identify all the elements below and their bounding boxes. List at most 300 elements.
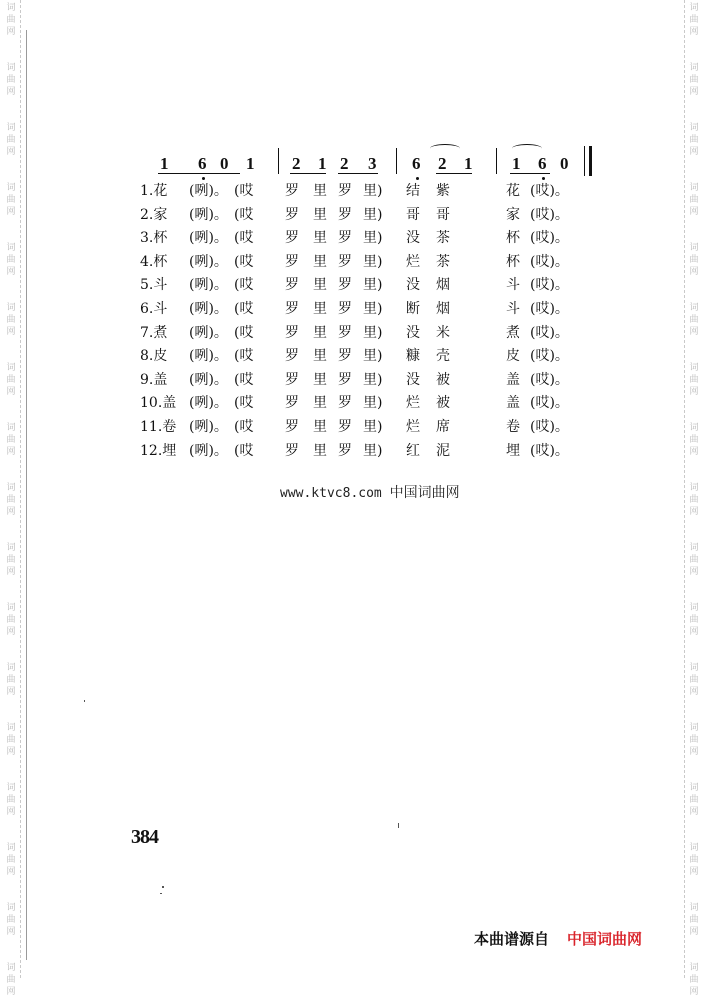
watermark-char: 曲 bbox=[689, 195, 699, 205]
watermark-char: 词 bbox=[689, 483, 699, 493]
syllable: 罗 bbox=[285, 183, 299, 199]
watermark-char: 网 bbox=[6, 207, 16, 217]
watermark-text bbox=[3, 842, 19, 878]
note: 1 bbox=[160, 154, 169, 173]
lyric-word: 斗 bbox=[506, 277, 520, 294]
syllable: 里) bbox=[363, 230, 383, 247]
watermark-text bbox=[686, 482, 702, 518]
watermark-char: 网 bbox=[6, 687, 16, 697]
interjection: (咧)。 bbox=[189, 418, 228, 435]
interjection: (咧)。 bbox=[189, 230, 228, 247]
syllable: 里) bbox=[363, 300, 383, 317]
lyric-word: 哥 bbox=[406, 206, 420, 223]
watermark-char: 词 bbox=[689, 423, 699, 433]
watermark-char: 词 bbox=[6, 183, 16, 193]
watermark-text bbox=[3, 2, 19, 38]
watermark-char: 词 bbox=[689, 543, 699, 553]
interjection: (哎 bbox=[234, 418, 254, 435]
lyric-row bbox=[138, 180, 578, 204]
watermark-char: 网 bbox=[689, 147, 699, 157]
source-label: 本曲谱源自 bbox=[474, 930, 550, 948]
watermark-char: 网 bbox=[689, 927, 699, 937]
right-dashed-divider bbox=[684, 0, 685, 978]
note: 1 bbox=[512, 154, 521, 173]
lyric-word: 烂 bbox=[406, 253, 420, 270]
syllable: 罗 bbox=[338, 418, 352, 435]
line-number: 2.家 bbox=[140, 206, 168, 223]
watermark-char: 网 bbox=[6, 987, 16, 997]
watermark-char: 词 bbox=[689, 363, 699, 373]
watermark-char: 曲 bbox=[689, 495, 699, 505]
watermark-char: 曲 bbox=[689, 675, 699, 685]
barline bbox=[396, 148, 397, 174]
lyric-word: 席 bbox=[436, 418, 450, 435]
watermark-text bbox=[3, 302, 19, 338]
lyric-word: 没 bbox=[406, 230, 420, 247]
interjection: (咧)。 bbox=[189, 371, 228, 388]
lyric-word: 卷 bbox=[506, 418, 520, 435]
syllable: 罗 bbox=[285, 442, 299, 459]
watermark-char: 网 bbox=[6, 27, 16, 37]
watermark-char: 曲 bbox=[6, 255, 16, 265]
page-left-rule bbox=[26, 30, 27, 960]
syllable: 罗 bbox=[285, 277, 299, 294]
syllable: 罗 bbox=[285, 371, 299, 388]
watermark-char: 网 bbox=[689, 807, 699, 817]
syllable: 里) bbox=[363, 395, 383, 412]
syllable: 罗 bbox=[338, 324, 352, 341]
watermark-char: 网 bbox=[689, 27, 699, 37]
watermark-text bbox=[3, 62, 19, 98]
lyric-word: 没 bbox=[406, 324, 420, 341]
interjection: (咧)。 bbox=[189, 277, 228, 294]
syllable: 罗 bbox=[285, 348, 299, 365]
lyric-row bbox=[138, 227, 578, 251]
lyric-word: 烟 bbox=[436, 277, 450, 294]
watermark-char: 曲 bbox=[6, 315, 16, 325]
left-dashed-divider bbox=[20, 0, 21, 978]
lyric-word: 茶 bbox=[436, 253, 450, 270]
syllable: 罗 bbox=[285, 324, 299, 341]
lyric-word: 壳 bbox=[436, 348, 450, 365]
watermark-text bbox=[686, 122, 702, 158]
lyric-word: 断 bbox=[406, 300, 420, 317]
interjection: (哎 bbox=[234, 253, 254, 270]
watermark-char: 曲 bbox=[689, 75, 699, 85]
watermark-text bbox=[686, 902, 702, 938]
interjection: (哎)。 bbox=[530, 418, 569, 435]
watermark-text bbox=[686, 602, 702, 638]
note: 1 bbox=[246, 154, 255, 173]
watermark-text bbox=[686, 662, 702, 698]
watermark-char: 词 bbox=[6, 843, 16, 853]
watermark-text bbox=[3, 542, 19, 578]
syllable: 里 bbox=[313, 230, 327, 247]
lyric-word: 盖 bbox=[506, 395, 520, 412]
lyric-word: 糠 bbox=[406, 348, 420, 365]
watermark-char: 网 bbox=[6, 867, 16, 877]
syllable: 里) bbox=[363, 277, 383, 294]
lyric-word: 没 bbox=[406, 277, 420, 294]
syllable: 罗 bbox=[285, 253, 299, 270]
watermark-char: 词 bbox=[689, 63, 699, 73]
watermark-char: 词 bbox=[689, 303, 699, 313]
watermark-text bbox=[686, 962, 702, 998]
watermark-char: 词 bbox=[689, 843, 699, 853]
note: 2 bbox=[438, 154, 447, 173]
watermark-text bbox=[686, 842, 702, 878]
watermark-char: 曲 bbox=[689, 915, 699, 925]
watermark-char: 词 bbox=[6, 783, 16, 793]
syllable: 里) bbox=[363, 324, 383, 341]
watermark-char: 曲 bbox=[6, 135, 16, 145]
watermark-text bbox=[3, 182, 19, 218]
watermark-char: 网 bbox=[6, 447, 16, 457]
watermark-char: 词 bbox=[6, 423, 16, 433]
watermark-char: 曲 bbox=[6, 15, 16, 25]
watermark-char: 曲 bbox=[689, 135, 699, 145]
interjection: (哎)。 bbox=[530, 253, 569, 270]
watermark-char: 网 bbox=[689, 387, 699, 397]
interjection: (哎)。 bbox=[530, 230, 569, 247]
syllable: 里) bbox=[363, 348, 383, 365]
watermark-char: 曲 bbox=[6, 435, 16, 445]
watermark-text bbox=[3, 722, 19, 758]
watermark-text bbox=[686, 2, 702, 38]
left-watermark-strip bbox=[0, 0, 22, 997]
site-name: 中国词曲网 bbox=[389, 485, 460, 501]
watermark-char: 网 bbox=[6, 747, 16, 757]
watermark-char: 词 bbox=[6, 483, 16, 493]
watermark-char: 网 bbox=[6, 807, 16, 817]
syllable: 里) bbox=[363, 418, 383, 435]
watermark-text bbox=[3, 422, 19, 458]
note: 0 bbox=[220, 154, 229, 173]
lyric-word: 皮 bbox=[506, 348, 520, 365]
interjection: (哎 bbox=[234, 300, 254, 317]
beam-line bbox=[290, 173, 326, 174]
lyric-word: 斗 bbox=[506, 300, 520, 317]
interjection: (哎 bbox=[234, 183, 254, 199]
watermark-char: 曲 bbox=[6, 735, 16, 745]
watermark-char: 网 bbox=[689, 327, 699, 337]
syllable: 罗 bbox=[338, 230, 352, 247]
syllable: 罗 bbox=[285, 418, 299, 435]
numbered-notation-row bbox=[140, 148, 620, 178]
watermark-char: 曲 bbox=[689, 315, 699, 325]
syllable: 里 bbox=[313, 418, 327, 435]
interjection: (哎 bbox=[234, 348, 254, 365]
watermark-char: 网 bbox=[6, 627, 16, 637]
interjection: (咧)。 bbox=[189, 300, 228, 317]
lyric-word: 埋 bbox=[506, 442, 520, 459]
site-credit bbox=[280, 482, 460, 502]
watermark-char: 曲 bbox=[6, 375, 16, 385]
interjection: (哎)。 bbox=[530, 324, 569, 341]
watermark-text bbox=[686, 242, 702, 278]
syllable: 里 bbox=[313, 253, 327, 270]
interjection: (哎 bbox=[234, 206, 254, 223]
syllable: 里) bbox=[363, 183, 383, 199]
watermark-char: 网 bbox=[689, 867, 699, 877]
slur bbox=[430, 144, 460, 153]
watermark-char: 词 bbox=[689, 243, 699, 253]
watermark-char: 词 bbox=[6, 3, 16, 13]
note: 2 bbox=[340, 154, 349, 173]
watermark-text bbox=[686, 422, 702, 458]
watermark-text bbox=[3, 362, 19, 398]
syllable: 罗 bbox=[338, 253, 352, 270]
lyric-word: 哥 bbox=[436, 206, 450, 223]
scan-speck bbox=[84, 700, 85, 702]
watermark-char: 曲 bbox=[689, 855, 699, 865]
watermark-text bbox=[686, 182, 702, 218]
line-number: 6.斗 bbox=[140, 300, 168, 317]
interjection: (哎 bbox=[234, 277, 254, 294]
watermark-char: 词 bbox=[6, 603, 16, 613]
beam-line bbox=[196, 173, 240, 174]
watermark-char: 词 bbox=[689, 3, 699, 13]
watermark-char: 网 bbox=[6, 387, 16, 397]
lyric-word: 米 bbox=[436, 324, 450, 341]
syllable: 罗 bbox=[338, 206, 352, 223]
watermark-char: 网 bbox=[689, 567, 699, 577]
interjection: (哎 bbox=[234, 230, 254, 247]
note: 6 bbox=[198, 154, 207, 173]
watermark-text bbox=[3, 242, 19, 278]
lyric-word: 紫 bbox=[436, 183, 450, 199]
watermark-char: 曲 bbox=[689, 375, 699, 385]
lyric-row bbox=[138, 298, 578, 322]
watermark-char: 曲 bbox=[689, 555, 699, 565]
note: 0 bbox=[560, 154, 569, 173]
lyric-word: 杯 bbox=[506, 230, 520, 247]
watermark-char: 曲 bbox=[6, 675, 16, 685]
watermark-char: 曲 bbox=[6, 855, 16, 865]
interjection: (咧)。 bbox=[189, 253, 228, 270]
watermark-char: 曲 bbox=[689, 435, 699, 445]
watermark-text bbox=[686, 722, 702, 758]
syllable: 罗 bbox=[338, 277, 352, 294]
right-watermark-strip bbox=[683, 0, 705, 997]
watermark-text bbox=[686, 782, 702, 818]
lyric-row bbox=[138, 416, 578, 440]
watermark-char: 网 bbox=[6, 147, 16, 157]
watermark-char: 曲 bbox=[689, 975, 699, 985]
watermark-text bbox=[3, 482, 19, 518]
note: 3 bbox=[368, 154, 377, 173]
lyric-word: 烂 bbox=[406, 395, 420, 412]
note: 6 bbox=[538, 154, 547, 173]
interjection: (哎 bbox=[234, 442, 254, 459]
lyric-word: 烟 bbox=[436, 300, 450, 317]
watermark-text bbox=[3, 122, 19, 158]
lyric-word: 盖 bbox=[506, 371, 520, 388]
note: 1 bbox=[464, 154, 473, 173]
watermark-text bbox=[3, 962, 19, 998]
watermark-char: 网 bbox=[6, 507, 16, 517]
note: 2 bbox=[292, 154, 301, 173]
beam-line bbox=[338, 173, 378, 174]
watermark-char: 网 bbox=[6, 87, 16, 97]
syllable: 里 bbox=[313, 371, 327, 388]
watermark-char: 网 bbox=[689, 447, 699, 457]
line-number: 4.杯 bbox=[140, 253, 168, 270]
interjection: (咧)。 bbox=[189, 442, 228, 459]
line-number: 1.花 bbox=[140, 183, 168, 199]
watermark-char: 曲 bbox=[6, 795, 16, 805]
lyric-row bbox=[138, 392, 578, 416]
watermark-char: 曲 bbox=[689, 735, 699, 745]
lyric-word: 没 bbox=[406, 371, 420, 388]
syllable: 里) bbox=[363, 253, 383, 270]
watermark-char: 词 bbox=[689, 783, 699, 793]
page-number: 384 bbox=[131, 826, 158, 848]
syllable: 里) bbox=[363, 206, 383, 223]
watermark-char: 词 bbox=[6, 723, 16, 733]
note: 1 bbox=[318, 154, 327, 173]
watermark-text bbox=[3, 602, 19, 638]
beam-line bbox=[436, 173, 472, 174]
scan-speck bbox=[162, 886, 164, 888]
barline bbox=[496, 148, 497, 174]
watermark-char: 网 bbox=[689, 627, 699, 637]
watermark-text bbox=[686, 542, 702, 578]
beam-line bbox=[510, 173, 550, 174]
interjection: (咧)。 bbox=[189, 183, 228, 199]
line-number: 10.盖 bbox=[140, 395, 177, 412]
source-brand-link[interactable]: 中国词曲网 bbox=[567, 930, 643, 948]
interjection: (哎 bbox=[234, 324, 254, 341]
watermark-char: 曲 bbox=[6, 495, 16, 505]
site-url: www.ktvc8.com bbox=[280, 486, 382, 501]
watermark-text bbox=[3, 782, 19, 818]
syllable: 罗 bbox=[338, 183, 352, 199]
slur bbox=[512, 144, 542, 153]
watermark-char: 网 bbox=[6, 927, 16, 937]
interjection: (咧)。 bbox=[189, 348, 228, 365]
syllable: 罗 bbox=[338, 371, 352, 388]
syllable: 罗 bbox=[338, 395, 352, 412]
interjection: (咧)。 bbox=[189, 206, 228, 223]
lyric-word: 红 bbox=[406, 442, 420, 459]
watermark-text bbox=[686, 62, 702, 98]
watermark-char: 词 bbox=[6, 303, 16, 313]
lyric-word: 杯 bbox=[506, 253, 520, 270]
syllable: 里 bbox=[313, 183, 327, 199]
lyric-word: 烂 bbox=[406, 418, 420, 435]
lyric-word: 煮 bbox=[506, 324, 520, 341]
watermark-char: 词 bbox=[689, 903, 699, 913]
watermark-char: 词 bbox=[6, 63, 16, 73]
watermark-char: 网 bbox=[689, 507, 699, 517]
watermark-char: 词 bbox=[6, 963, 16, 973]
lyric-row bbox=[138, 345, 578, 369]
final-barline bbox=[584, 146, 585, 176]
watermark-char: 词 bbox=[689, 123, 699, 133]
interjection: (哎)。 bbox=[530, 395, 569, 412]
watermark-char: 词 bbox=[689, 663, 699, 673]
watermark-char: 曲 bbox=[6, 915, 16, 925]
syllable: 罗 bbox=[285, 206, 299, 223]
watermark-char: 词 bbox=[689, 723, 699, 733]
watermark-char: 词 bbox=[6, 543, 16, 553]
syllable: 里 bbox=[313, 300, 327, 317]
interjection: (哎)。 bbox=[530, 206, 569, 223]
barline bbox=[278, 148, 279, 174]
interjection: (咧)。 bbox=[189, 324, 228, 341]
watermark-text bbox=[3, 902, 19, 938]
watermark-char: 曲 bbox=[6, 555, 16, 565]
lyric-row bbox=[138, 204, 578, 228]
lyric-row bbox=[138, 251, 578, 275]
watermark-char: 网 bbox=[689, 987, 699, 997]
watermark-char: 网 bbox=[6, 267, 16, 277]
watermark-char: 网 bbox=[689, 87, 699, 97]
watermark-char: 词 bbox=[6, 123, 16, 133]
watermark-char: 网 bbox=[689, 207, 699, 217]
interjection: (哎 bbox=[234, 371, 254, 388]
watermark-char: 曲 bbox=[6, 75, 16, 85]
watermark-char: 网 bbox=[6, 567, 16, 577]
watermark-char: 词 bbox=[6, 663, 16, 673]
line-number: 8.皮 bbox=[140, 348, 168, 365]
watermark-char: 词 bbox=[6, 903, 16, 913]
lyric-word: 结 bbox=[406, 183, 420, 199]
watermark-text bbox=[3, 662, 19, 698]
watermark-char: 网 bbox=[689, 747, 699, 757]
final-barline-thick bbox=[589, 146, 592, 176]
interjection: (咧)。 bbox=[189, 395, 228, 412]
lyric-word: 被 bbox=[436, 395, 450, 412]
syllable: 罗 bbox=[285, 395, 299, 412]
source-footer bbox=[474, 928, 642, 949]
syllable: 里 bbox=[313, 206, 327, 223]
syllable: 里) bbox=[363, 371, 383, 388]
scan-speck bbox=[398, 823, 399, 828]
lyric-word: 茶 bbox=[436, 230, 450, 247]
line-number: 11.卷 bbox=[140, 418, 177, 435]
interjection: (哎)。 bbox=[530, 371, 569, 388]
watermark-char: 曲 bbox=[6, 195, 16, 205]
watermark-char: 曲 bbox=[689, 255, 699, 265]
watermark-char: 词 bbox=[689, 603, 699, 613]
interjection: (哎)。 bbox=[530, 277, 569, 294]
line-number: 12.埋 bbox=[140, 442, 177, 459]
syllable: 罗 bbox=[285, 300, 299, 317]
watermark-char: 词 bbox=[689, 183, 699, 193]
interjection: (哎 bbox=[234, 395, 254, 412]
watermark-char: 网 bbox=[6, 327, 16, 337]
watermark-char: 词 bbox=[6, 363, 16, 373]
syllable: 里 bbox=[313, 277, 327, 294]
watermark-text bbox=[686, 362, 702, 398]
lyric-word: 家 bbox=[506, 206, 520, 223]
syllable: 里 bbox=[313, 348, 327, 365]
lyrics-table bbox=[138, 180, 578, 463]
watermark-char: 曲 bbox=[689, 615, 699, 625]
syllable: 罗 bbox=[338, 300, 352, 317]
syllable: 里) bbox=[363, 442, 383, 459]
line-number: 7.煮 bbox=[140, 324, 168, 341]
lyric-row bbox=[138, 274, 578, 298]
syllable: 里 bbox=[313, 324, 327, 341]
watermark-char: 词 bbox=[6, 243, 16, 253]
line-number: 9.盖 bbox=[140, 371, 168, 388]
scan-speck bbox=[160, 893, 162, 894]
syllable: 罗 bbox=[285, 230, 299, 247]
line-number: 5.斗 bbox=[140, 277, 168, 294]
